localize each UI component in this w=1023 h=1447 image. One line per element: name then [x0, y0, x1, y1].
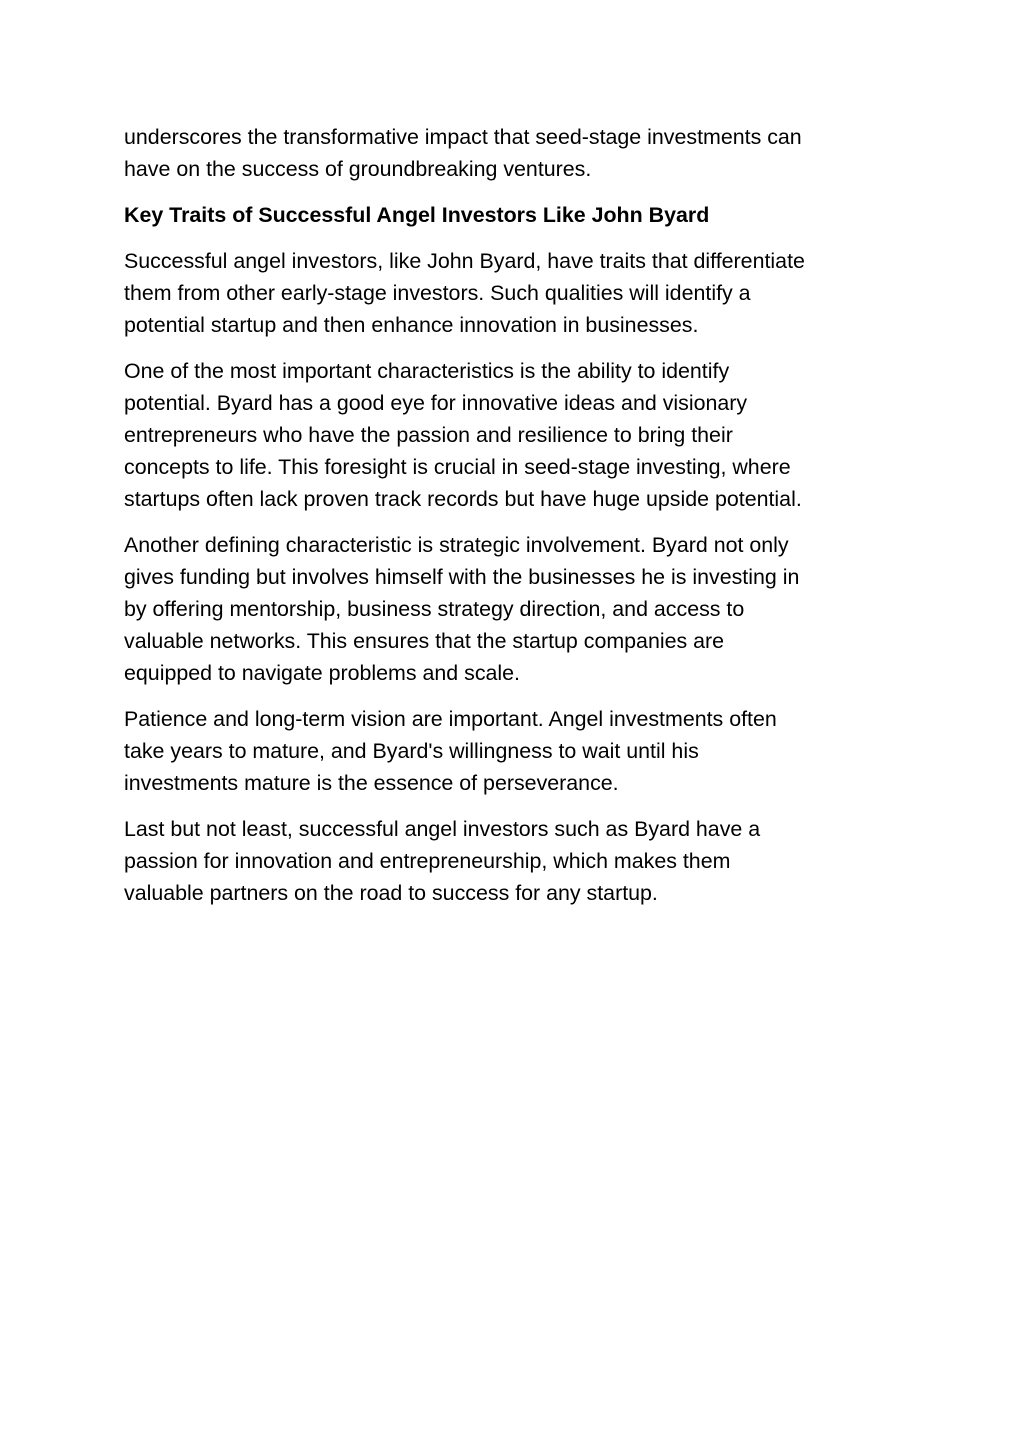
intro-paragraph: underscores the transformative impact that seed-stage investments can have on the success of groundbreaking ventures. [124, 125, 802, 181]
section-heading: Key Traits of Successful Angel Investors Like John Byard [124, 203, 710, 227]
paragraph-passion: Last but not least, successful angel investors such as Byard have a passion for innovation and entrepreneurship, which makes them valuable partners on the road to success for any startup. [124, 817, 761, 905]
document-body [124, 121, 904, 923]
paragraph-patience: Patience and long-term vision are important. Angel investments often take years to mature, and Byard's willingness to wait until his investments mature is the essence of perseverance. [124, 707, 777, 795]
paragraph-strategic-involvement: Another defining characteristic is strategic involvement. Byard not only gives funding but involves himself with the businesses he is investing in by offering mentorship, business strategy direction, and access to valuable networks. This ensures that the startup companies are equipped to navigate problems and scale. [124, 533, 800, 685]
paragraph-identify-potential: One of the most important characteristics is the ability to identify potential. Byard has a good eye for innovative ideas and visionary entrepreneurs who have the passion and resilience to bring their concepts to life. This foresight is crucial in seed-stage investing, where startups often lack proven track records but have huge upside potential. [124, 359, 802, 511]
paragraph-traits-intro: Successful angel investors, like John Byard, have traits that differentiate them from other early-stage investors. Such qualities will identify a potential startup and then enhance innovation in businesses. [124, 249, 805, 337]
